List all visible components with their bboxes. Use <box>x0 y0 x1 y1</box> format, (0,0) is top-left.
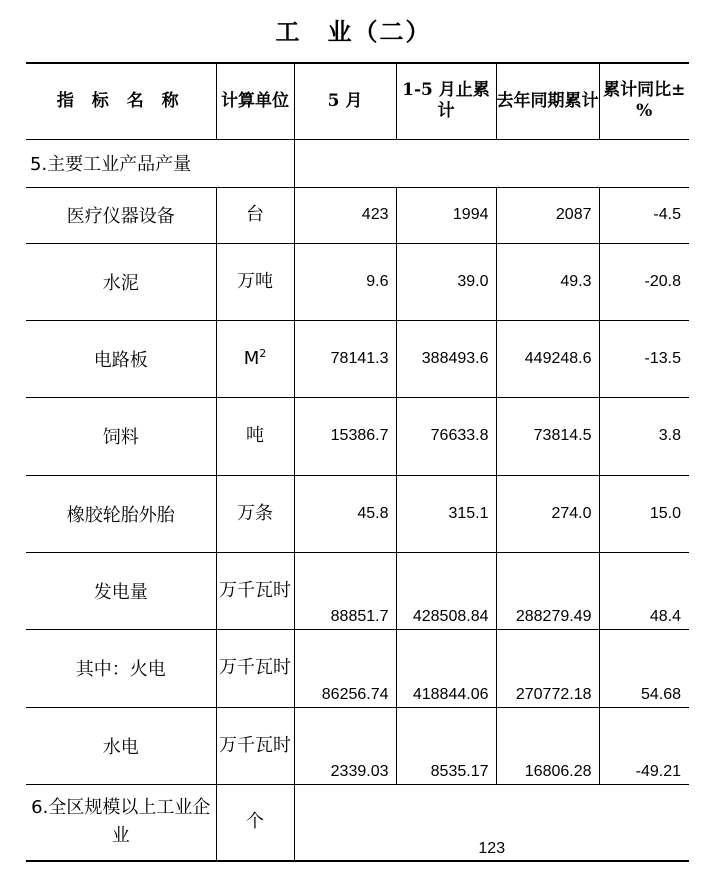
row-ytd: 39.0 <box>396 243 496 320</box>
row-name: 水泥 <box>26 243 216 320</box>
row-month: 88851.7 <box>294 552 396 629</box>
row-ytd: 388493.6 <box>396 320 496 397</box>
row-unit: 吨 <box>216 397 294 475</box>
table-row <box>26 320 689 397</box>
row-unit: $M^2$ <box>216 320 294 397</box>
row-prev: 16806.28 <box>496 707 599 784</box>
row-yoy: 48.4 <box>599 552 689 629</box>
row-prev: 274.0 <box>496 475 599 552</box>
row-month: 78141.3 <box>294 320 396 397</box>
table-row <box>26 475 689 552</box>
row-yoy: -4.5 <box>599 187 689 243</box>
header-ytd: 1-5 月止累计 <box>396 63 496 139</box>
row-month: 86256.74 <box>294 629 396 707</box>
row-unit: 万条 <box>216 475 294 552</box>
row-name: 医疗仪器设备 <box>26 187 216 243</box>
section-label: 5.主要工业产品产量 <box>26 139 294 187</box>
table-row <box>26 784 689 861</box>
row-name: 其中：火电 <box>26 629 216 707</box>
row-unit: 万吨 <box>216 243 294 320</box>
row-unit: 万千瓦时 <box>216 629 294 707</box>
section-empty <box>294 139 689 187</box>
row-ytd: 418844.06 <box>396 629 496 707</box>
row-value: 123 <box>294 784 689 861</box>
row-prev: 73814.5 <box>496 397 599 475</box>
row-month: 45.8 <box>294 475 396 552</box>
row-name: 饲料 <box>26 397 216 475</box>
industry-table <box>26 62 689 862</box>
row-yoy: 3.8 <box>599 397 689 475</box>
row-month: 2339.03 <box>294 707 396 784</box>
row-ytd: 1994 <box>396 187 496 243</box>
table-row <box>26 187 689 243</box>
header-month: 5 月 <box>294 63 396 139</box>
section-row <box>26 139 689 187</box>
header-prev-ytd: 去年同期累计 <box>496 63 599 139</box>
row-name: 电路板 <box>26 320 216 397</box>
row-yoy: -49.21 <box>599 707 689 784</box>
row-month: 9.6 <box>294 243 396 320</box>
page-title: 工 业（二） <box>275 17 432 46</box>
table-row <box>26 552 689 629</box>
row-month: 15386.7 <box>294 397 396 475</box>
row-unit: 个 <box>216 784 294 861</box>
table-row <box>26 629 689 707</box>
row-yoy: 15.0 <box>599 475 689 552</box>
header-name: 指 标 名 称 <box>26 63 216 139</box>
header-yoy: 累计同比±% <box>599 63 689 139</box>
row-name: 水电 <box>26 707 216 784</box>
row-yoy: -20.8 <box>599 243 689 320</box>
row-prev: 49.3 <box>496 243 599 320</box>
row-name: 发电量 <box>26 552 216 629</box>
row-ytd: 428508.84 <box>396 552 496 629</box>
row-month: 423 <box>294 187 396 243</box>
row-unit: 台 <box>216 187 294 243</box>
table-row <box>26 397 689 475</box>
row-unit: 万千瓦时 <box>216 552 294 629</box>
row-prev: 288279.49 <box>496 552 599 629</box>
row-unit: 万千瓦时 <box>216 707 294 784</box>
row-name: 橡胶轮胎外胎 <box>26 475 216 552</box>
header-unit: 计算单位 <box>216 63 294 139</box>
row-prev: 270772.18 <box>496 629 599 707</box>
row-ytd: 8535.17 <box>396 707 496 784</box>
row-yoy: 54.68 <box>599 629 689 707</box>
row-prev: 2087 <box>496 187 599 243</box>
header-row <box>26 63 689 139</box>
row-yoy: -13.5 <box>599 320 689 397</box>
row-ytd: 315.1 <box>396 475 496 552</box>
row-name: 6.全区规模以上工业企业 <box>26 784 216 861</box>
table-row <box>26 243 689 320</box>
row-prev: 449248.6 <box>496 320 599 397</box>
row-ytd: 76633.8 <box>396 397 496 475</box>
table-row <box>26 707 689 784</box>
